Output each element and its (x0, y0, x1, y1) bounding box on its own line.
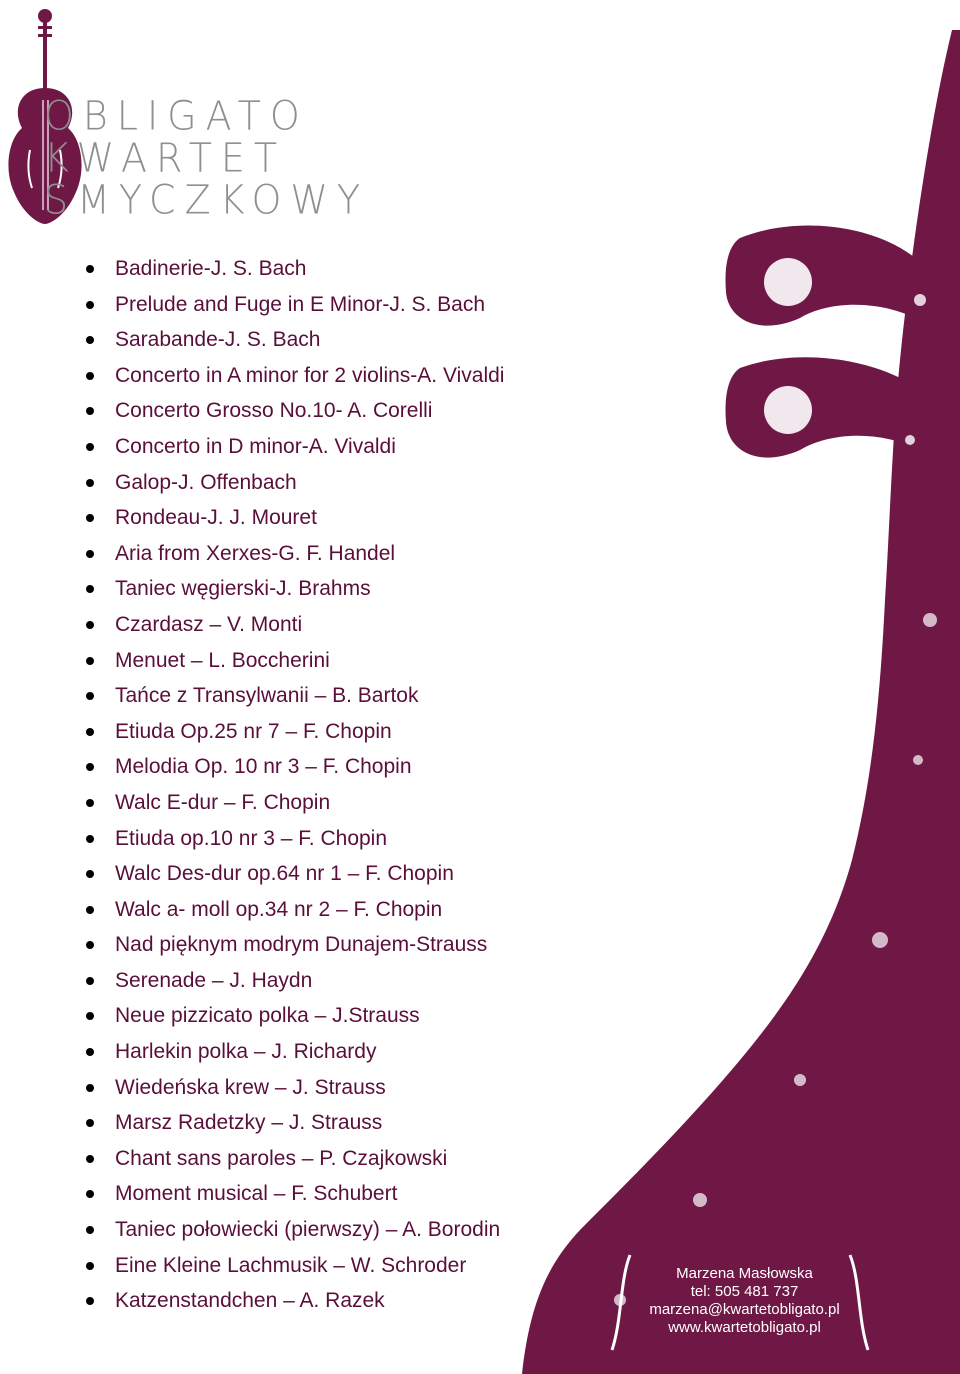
list-item: Prelude and Fuge in E Minor-J. S. Bach (86, 287, 504, 323)
list-item: Badinerie-J. S. Bach (86, 251, 504, 287)
list-item: Concerto in D minor-A. Vivaldi (86, 429, 504, 465)
violin-silhouette-icon (500, 0, 960, 1374)
logo-line-2: KWARTET (44, 134, 287, 182)
contact-website[interactable]: www.kwartetobligato.pl (668, 1319, 821, 1336)
list-item: Marsz Radetzky – J. Strauss (86, 1105, 504, 1141)
list-item: Galop-J. Offenbach (86, 465, 504, 501)
list-item: Concerto in A minor for 2 violins-A. Vivaldi (86, 358, 504, 394)
list-item: Walc E-dur – F. Chopin (86, 785, 504, 821)
contact-email[interactable]: marzena@kwartetobligato.pl (649, 1301, 840, 1318)
logo (0, 0, 370, 230)
list-item: Moment musical – F. Schubert (86, 1176, 504, 1212)
list-item: Menuet – L. Boccherini (86, 643, 504, 679)
list-item: Eine Kleine Lachmusik – W. Schroder (86, 1248, 504, 1284)
list-item: Taniec połowiecki (pierwszy) – A. Borodin (86, 1212, 504, 1248)
list-item: Walc Des-dur op.64 nr 1 – F. Chopin (86, 856, 504, 892)
list-item: Aria from Xerxes-G. F. Handel (86, 536, 504, 572)
list-item: Concerto Grosso No.10- A. Corelli (86, 393, 504, 429)
logo-line-1: OBLIGATO (44, 92, 309, 140)
list-item: Sarabande-J. S. Bach (86, 322, 504, 358)
list-item: Walc a- moll op.34 nr 2 – F. Chopin (86, 892, 504, 928)
list-item: Nad pięknym modrym Dunajem-Strauss (86, 927, 504, 963)
repertoire-list (86, 251, 504, 1319)
list-item: Taniec węgierski-J. Brahms (86, 571, 504, 607)
list-item: Tańce z Transylwanii – B. Bartok (86, 678, 504, 714)
list-item: Etiuda Op.25 nr 7 – F. Chopin (86, 714, 504, 750)
list-item: Katzenstandchen – A. Razek (86, 1283, 504, 1319)
list-item: Melodia Op. 10 nr 3 – F. Chopin (86, 749, 504, 785)
list-item: Rondeau-J. J. Mouret (86, 500, 504, 536)
list-item: Wiedeńska krew – J. Strauss (86, 1070, 504, 1106)
list-item: Harlekin polka – J. Richardy (86, 1034, 504, 1070)
contact-info (642, 1265, 847, 1337)
list-item: Czardasz – V. Monti (86, 607, 504, 643)
contact-phone: tel: 505 481 737 (690, 1283, 799, 1300)
contact-name: Marzena Masłowska (676, 1265, 813, 1282)
logo-line-3: SMYCZKOWY (44, 176, 370, 224)
list-item: Etiuda op.10 nr 3 – F. Chopin (86, 821, 504, 857)
list-item: Chant sans paroles – P. Czajkowski (86, 1141, 504, 1177)
list-item: Neue pizzicato polka – J.Strauss (86, 998, 504, 1034)
list-item: Serenade – J. Haydn (86, 963, 504, 999)
